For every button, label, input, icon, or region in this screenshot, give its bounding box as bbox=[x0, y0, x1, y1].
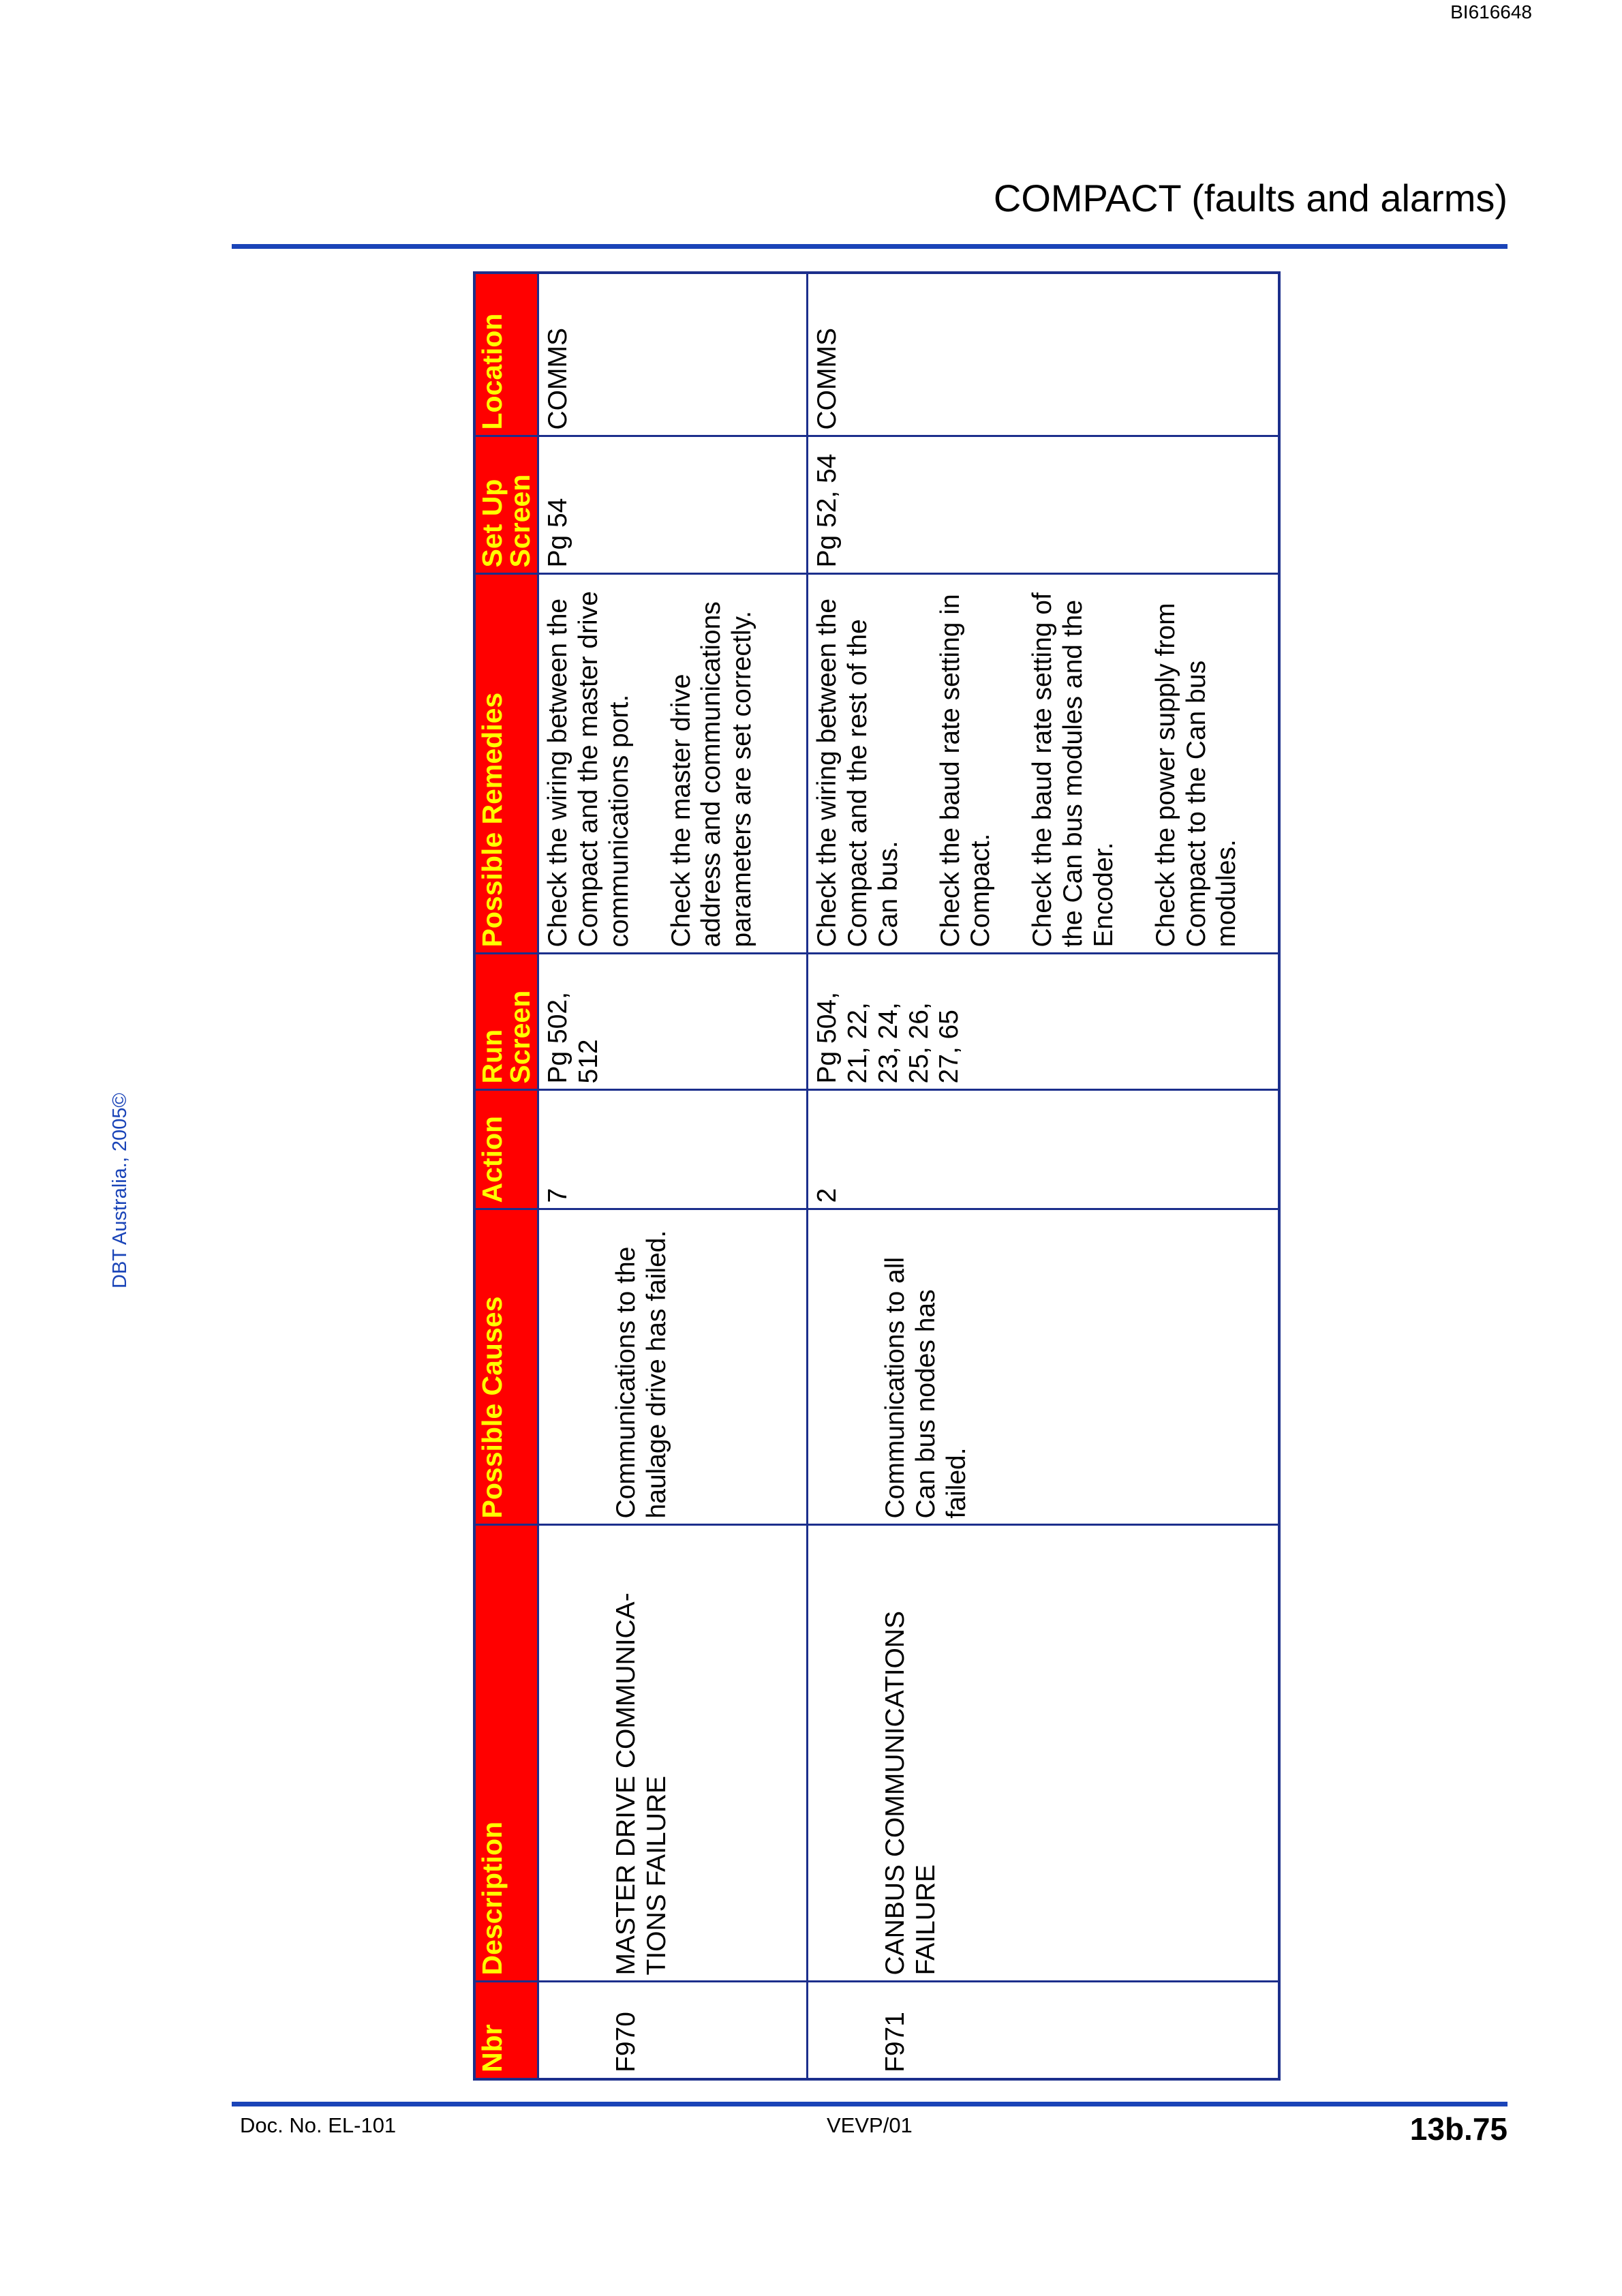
header-remedies: Possible Remedies bbox=[474, 574, 538, 954]
remedy-item: Check the baud rate setting in Compact. bbox=[935, 594, 996, 948]
table-row bbox=[538, 273, 808, 2079]
cell-nbr bbox=[538, 1982, 808, 2079]
cell-remedies bbox=[808, 574, 1280, 954]
header-run-screen: Run Screen bbox=[474, 954, 538, 1090]
header-location: Location bbox=[474, 273, 538, 436]
remedy-item: Check the baud rate setting of the Can bus modules and the Encoder. bbox=[1028, 592, 1118, 948]
cell-setup-screen: Pg 54 bbox=[538, 436, 808, 574]
cell-action: 7 bbox=[538, 1090, 808, 1209]
header-description: Description bbox=[474, 1525, 538, 1982]
cell-remedies bbox=[538, 574, 808, 954]
cell-run-screen: Pg 504, 21, 22, 23, 24, 25, 26, 27, 65 bbox=[808, 954, 1280, 1090]
remedy-item: Check the wiring between the Compact and the master drive communications port. bbox=[543, 591, 634, 948]
fault-table-container bbox=[473, 274, 1264, 2081]
footer-doc-number: Doc. No. EL-101 bbox=[240, 2113, 397, 2137]
document-id: BI616648 bbox=[1450, 1, 1532, 22]
remedy-item: Check the master drive address and communications parameters are set correctly. bbox=[666, 601, 757, 948]
footer-rule bbox=[232, 2102, 1508, 2106]
header-setup-screen: Set Up Screen bbox=[474, 436, 538, 574]
fault-table bbox=[473, 271, 1281, 2081]
cell-action: 2 bbox=[808, 1090, 1280, 1209]
header-nbr: Nbr bbox=[474, 1982, 538, 2079]
page-title: COMPACT (faults and alarms) bbox=[993, 177, 1508, 220]
cell-location: COMMS bbox=[808, 273, 1280, 436]
cell-description bbox=[538, 1525, 808, 1982]
remedy-item: Check the power supply from Compact to the Can bus modules. bbox=[1150, 603, 1242, 948]
cell-causes bbox=[538, 1209, 808, 1525]
cell-location: COMMS bbox=[538, 273, 808, 436]
cell-nbr bbox=[808, 1982, 1280, 2079]
fault-number: F971 bbox=[881, 2012, 910, 2072]
remedy-item: Check the wiring between the Compact and the rest of the Can bus. bbox=[812, 598, 903, 948]
footer-revision: VEVP/01 bbox=[827, 2113, 913, 2137]
cell-run-screen: Pg 502, 512 bbox=[538, 954, 808, 1090]
cell-description bbox=[808, 1525, 1280, 1982]
possible-causes: Communications to the haulage drive has failed. bbox=[611, 1230, 671, 1519]
header-action: Action bbox=[474, 1090, 538, 1209]
table-header-row bbox=[474, 273, 538, 2079]
footer-page-number: 13b.75 bbox=[1409, 2111, 1508, 2147]
header-rule bbox=[232, 244, 1508, 249]
cell-setup-screen: Pg 52, 54 bbox=[808, 436, 1280, 574]
fault-number: F970 bbox=[611, 2012, 641, 2072]
fault-description: MASTER DRIVE COMMUNICA-TIONS FAILURE bbox=[611, 1592, 671, 1976]
cell-causes bbox=[808, 1209, 1280, 1525]
fault-description: CANBUS COMMUNICATIONS FAILURE bbox=[881, 1611, 940, 1976]
table-row bbox=[808, 273, 1280, 2079]
possible-causes: Communications to all Can bus nodes has failed. bbox=[881, 1256, 971, 1519]
header-causes: Possible Causes bbox=[474, 1209, 538, 1525]
copyright-notice: DBT Australia., 2005© bbox=[109, 1093, 131, 1288]
